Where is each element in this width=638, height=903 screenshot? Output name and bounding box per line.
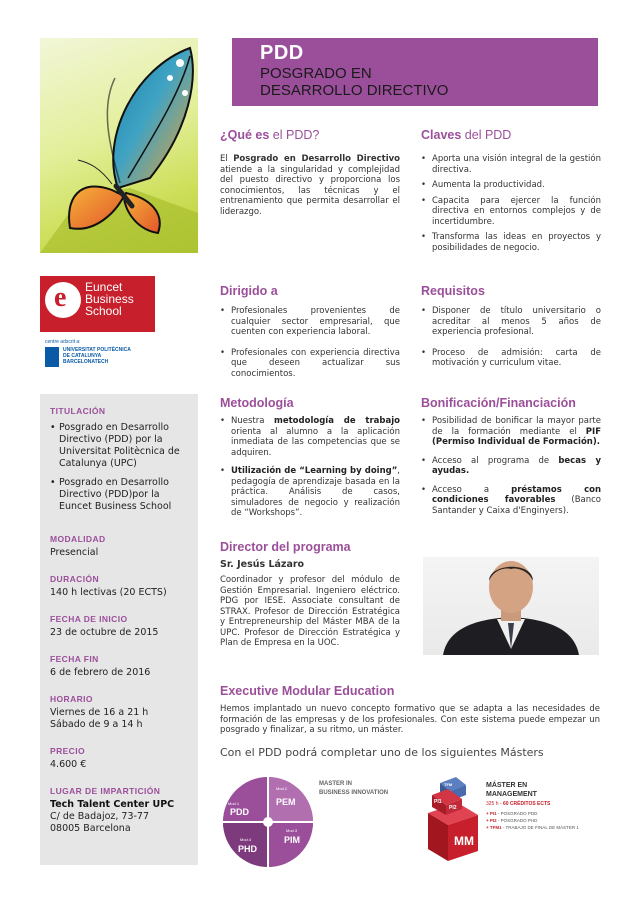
dirigido-section	[220, 284, 400, 384]
upc-line2: DE CATALUNYA	[63, 353, 102, 359]
fecha-inicio-value: 23 de octubre de 2015	[50, 627, 159, 638]
brand-line2: Business	[85, 292, 134, 306]
claves-item: • Aumenta la productividad.	[421, 180, 601, 191]
wheel-segment-phd: PHD	[238, 844, 258, 854]
euncet-logo	[40, 276, 198, 376]
metodologia-item2-post: , pedagogía de aprendizaje basada en la práctica. Análisis de casos, simuladores de negocio y realización de “Workshops”.	[231, 466, 400, 518]
dirigido-item: • Profesionales provenientes de cualquier sector empresarial, que cuenten con experiencia laboral.	[220, 306, 400, 338]
upc-line1: UNIVERSITAT POLITÈCNICA	[63, 347, 131, 353]
mm-row-pi1-code: + PI1	[486, 811, 497, 816]
director-portrait	[423, 557, 599, 655]
lugar-name: Tech Talent Center UPC	[50, 799, 175, 810]
metodologia-list	[220, 416, 400, 519]
bonificacion-item3-bold: préstamos con condiciones favorables	[432, 484, 602, 505]
lugar-address-2: 08005 Barcelona	[50, 823, 131, 834]
horario-value-1: Viernes de 16 a 21 h	[50, 707, 149, 718]
requisitos-item: • Proceso de admisión: carta de motivación y curriculum vitae.	[421, 348, 601, 369]
claves-title-light: del PDD	[461, 128, 512, 142]
requisitos-item: • Disponer de título universitario o acreditar al menos 5 años de experiencia profesional.	[421, 306, 601, 338]
bonificacion-item	[421, 456, 601, 477]
mm-row-pi2	[486, 818, 538, 823]
mm-credits	[486, 799, 551, 807]
euncet-logo-block	[40, 276, 155, 332]
bonificacion-item1-pre: Posibilidad de bonificar la mayor parte de la formación mediante el	[432, 416, 601, 437]
duracion-label: DURACIÓN	[50, 574, 100, 584]
butterfly-image	[40, 38, 198, 253]
lugar-label: LUGAR DE IMPARTICIÓN	[50, 786, 161, 796]
horario-value-2: Sábado de 9 a 14 h	[50, 719, 143, 730]
mm-row-pi1	[486, 811, 538, 816]
duracion-value: 140 h lectivas (20 ECTS)	[50, 587, 167, 598]
metodologia-item1-pre: Nuestra	[231, 416, 274, 426]
euncet-brand-text	[85, 281, 134, 317]
titulacion-label: TITULACIÓN	[50, 406, 106, 416]
titulacion-item: • Posgrado en Desarrollo Directivo (PDD)por la Euncet Business School	[50, 477, 188, 513]
module-wheel	[218, 775, 318, 869]
director-section	[220, 540, 400, 649]
requisitos-title: Requisitos	[421, 284, 485, 298]
requisitos-list	[421, 306, 601, 369]
master-bi-label	[319, 780, 388, 798]
bonificacion-item	[421, 485, 601, 517]
claves-title-strong: Claves	[421, 128, 462, 142]
claves-item: • Transforma las ideas en proyectos y posibilidades de negocio.	[421, 232, 601, 253]
cube-mm: MM	[454, 834, 474, 848]
que-es-title	[220, 128, 400, 142]
cube-pi2: PI2	[449, 805, 457, 811]
wheel-mod2-label: Mod.2	[276, 786, 288, 791]
metodologia-item	[220, 466, 400, 519]
mm-row-tfm-text: - TRABAJO DE FINAL DE MÁSTER 1	[501, 825, 579, 830]
claves-section	[421, 128, 601, 258]
header-title-line2: DESARROLLO DIRECTIVO	[260, 82, 449, 99]
metodologia-item1-bold: metodología de trabajo	[274, 416, 400, 426]
master-bi-line1: MASTER IN	[319, 781, 352, 787]
director-title: Director del programa	[220, 540, 351, 554]
header-acronym: PDD	[260, 42, 304, 64]
fecha-fin-value: 6 de febrero de 2016	[50, 667, 151, 678]
mm-row-pi2-code: + PI2	[486, 818, 497, 823]
upc-line3: BARCELONATECH	[63, 359, 109, 365]
bonificacion-item3-pre: Acceso a	[432, 484, 512, 495]
wheel-mod1-label: Mod.1	[228, 801, 240, 806]
bonificacion-item2-pre: Acceso al programa de	[432, 455, 559, 466]
bonificacion-item3-post: (Banco Santander y Caixa d'Enginyers).	[432, 495, 601, 516]
mm-row-pi1-text: - POSGRADO PDD	[496, 811, 538, 816]
dirigido-item: • Profesionales con experiencia directiva que deseen actualizar sus conocimientos.	[220, 348, 400, 380]
metodologia-item	[220, 416, 400, 458]
brand-line3: School	[85, 304, 122, 318]
mm-credits-hours: 325 h -	[486, 801, 503, 807]
upc-logo-icon	[45, 347, 59, 367]
lugar-address-1: C/ de Badajoz, 73-77	[50, 811, 150, 822]
upc-text	[63, 347, 131, 365]
metodologia-section	[220, 396, 400, 524]
info-sidebar	[40, 394, 198, 865]
mm-row-tfm	[486, 824, 579, 830]
wheel-segment-pdd: PDD	[230, 807, 250, 817]
brand-line1: Euncet	[85, 280, 123, 294]
que-es-text	[220, 154, 400, 217]
que-es-section	[220, 128, 400, 217]
que-es-text-pre: El	[220, 154, 234, 164]
precio-value: 4.600 €	[50, 759, 87, 770]
requisitos-section	[421, 284, 601, 374]
cube-tfm: TFM	[444, 782, 453, 787]
claves-list	[421, 154, 601, 253]
fecha-fin-label: FECHA FIN	[50, 654, 99, 664]
dirigido-list	[220, 306, 400, 379]
metodologia-item1-post: orienta al alumno a la aplicación inmediata de las competencias que se adquiren.	[231, 426, 400, 458]
que-es-title-strong: ¿Qué es	[220, 128, 270, 142]
mm-row-pi2-text: - POSGRADO PHD	[496, 818, 538, 823]
executive-title: Executive Modular Education	[220, 684, 395, 698]
executive-text: Hemos implantado un nuevo concepto formativo que se adapta a las necesidades de formación de las empresas y de los profesionales. Con este sistema puede empezar un posgrado y finalizar, a su ritmo, un máster.	[220, 704, 600, 735]
claves-title	[421, 128, 601, 142]
bonificacion-list	[421, 416, 601, 516]
bonificacion-item	[421, 416, 601, 448]
bonificacion-title: Bonificación/Financiación	[421, 396, 576, 410]
que-es-title-light: el PDD?	[269, 128, 320, 142]
fecha-inicio-label: FECHA DE INICIO	[50, 614, 128, 624]
wheel-mod4-label: Mod.4	[240, 837, 252, 842]
bonificacion-item2-bold: becas y ayudas.	[432, 455, 601, 476]
que-es-text-post: atiende a la singularidad y complejidad del puesto directivo y proporciona los conocimientos, las técnicas y el entrenamiento que permita desarrollar el liderazgo.	[220, 164, 400, 217]
claves-item: • Aporta una visión integral de la gestión directiva.	[421, 154, 601, 175]
modalidad-label: MODALIDAD	[50, 534, 106, 544]
titulacion-item: • Posgrado en Desarrollo Directivo (PDD) por la Universitat Politècnica de Catalunya (UPC)	[50, 422, 188, 470]
euncet-e-icon	[45, 282, 81, 318]
mm-credits-ects: 60 CRÉDITOS ECTS	[502, 801, 551, 807]
pdd-masters-line: Con el PDD podrá completar uno de los siguientes Másters	[220, 745, 544, 759]
partner-label: centre adscrit a:	[45, 339, 81, 345]
master-management-graphic	[418, 773, 600, 865]
bonificacion-item1-bold: PIF (Permiso Individual de Formación).	[432, 426, 601, 447]
mm-title-line2: MANAGEMENT	[486, 791, 537, 798]
bonificacion-section	[421, 396, 601, 521]
director-bio: Coordinador y profesor del módulo de Gestión Empresarial. Ingeniero eléctrico. PDG por IESE. Associate consultant de STRAX. Profesor de Dirección Estratégica y Entrepreneurship del Máster MBA de la UPC. Profesor de Dirección Estratégica y Plan de Empresa en la UOC.	[220, 575, 400, 648]
cube-pi1: PI1	[434, 799, 442, 805]
titulacion-list	[50, 422, 188, 513]
precio-label: PRECIO	[50, 746, 85, 756]
modalidad-value: Presencial	[50, 547, 99, 558]
wheel-segment-pem: PEM	[276, 797, 296, 807]
mm-row-tfm-code: + TFM1	[486, 825, 502, 830]
director-name: Sr. Jesús Lázaro	[220, 559, 305, 570]
wheel-segment-pim: PIM	[284, 835, 301, 845]
header-title-line1: POSGRADO EN	[260, 65, 372, 82]
header-title	[260, 65, 448, 99]
horario-label: HORARIO	[50, 694, 93, 704]
executive-section	[220, 684, 600, 759]
header-banner	[232, 38, 598, 106]
master-bi-line2: BUSINESS INNOVATION	[319, 790, 389, 796]
metodologia-item2-bold: Utilización de “Learning by doing”	[231, 466, 398, 476]
wheel-mod3-label: Mod.3	[286, 828, 298, 833]
dirigido-title: Dirigido a	[220, 284, 278, 298]
que-es-text-bold: Posgrado en Desarrollo Directivo	[233, 154, 401, 164]
metodologia-title: Metodología	[220, 396, 294, 410]
mm-title-line1: MÁSTER EN	[486, 782, 528, 789]
claves-item: • Capacita para ejercer la función directiva en entornos complejos y de incertidumbre.	[421, 196, 601, 228]
